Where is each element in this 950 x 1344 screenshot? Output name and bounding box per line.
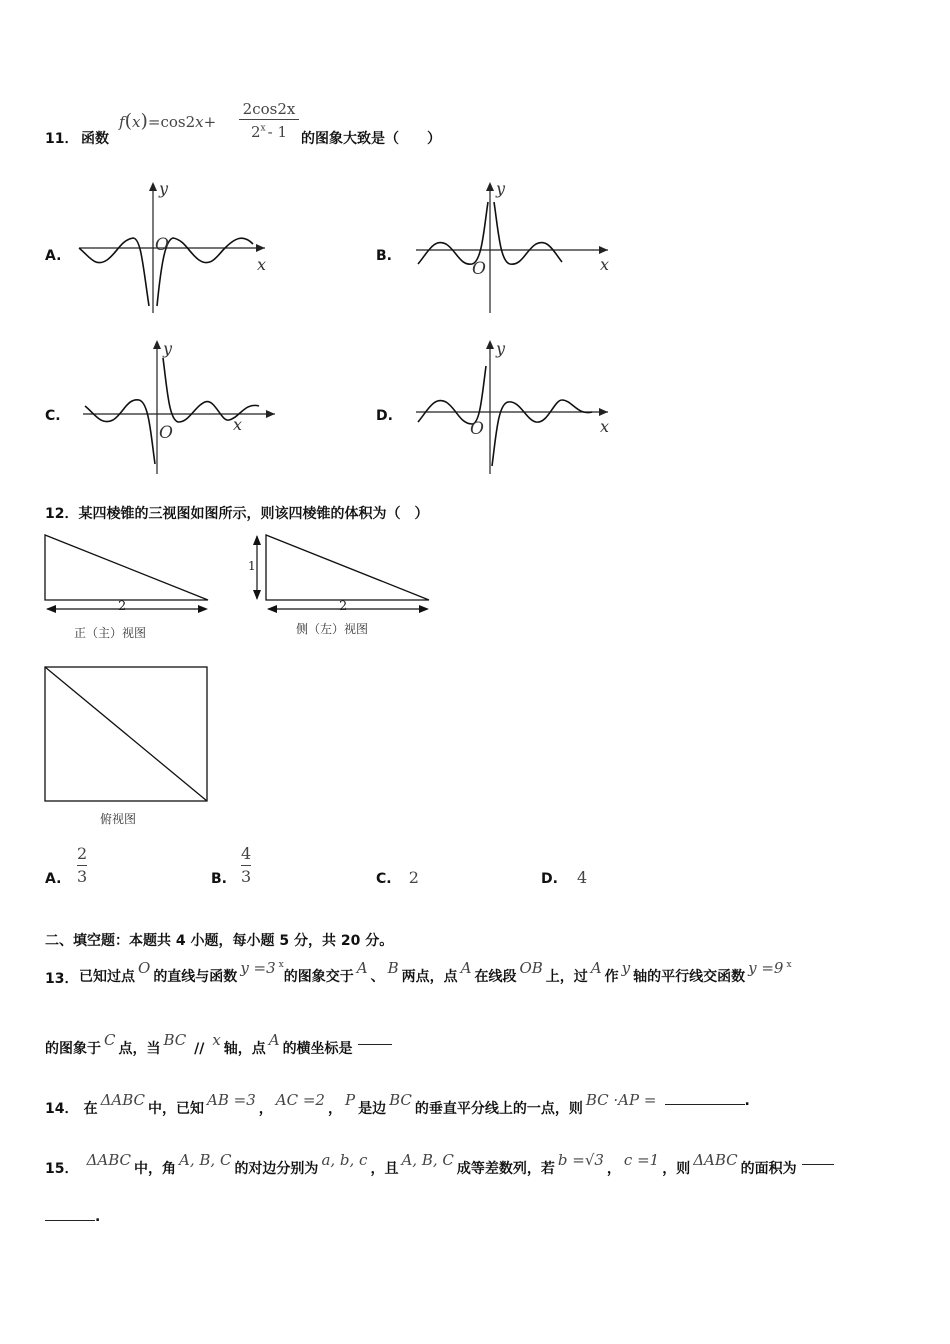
frac-denominator: 3 [241, 867, 252, 886]
text-run: // [189, 1041, 210, 1057]
q13-line2 [45, 1030, 392, 1060]
q11-option-a-graph [75, 178, 275, 318]
origin-label: O [159, 423, 173, 443]
math-run: x [212, 1031, 221, 1049]
q14-parts [83, 1090, 660, 1117]
math-run: ΔABC [693, 1151, 738, 1169]
text-run: 的对边分别为 [234, 1161, 319, 1177]
side-dim-arrow-left [267, 605, 277, 613]
q11-number: 11． [45, 131, 79, 147]
q11-lead: 函数 [81, 131, 109, 147]
q13-line1-parts [79, 958, 792, 986]
text-run: 上，过 [545, 969, 588, 985]
x-label: x [257, 255, 267, 274]
front-view-drawing [40, 530, 220, 625]
x-axis-arrow [256, 244, 265, 252]
front-triangle [45, 535, 208, 600]
math-run: ΔABC [86, 1151, 132, 1169]
math-run: BC [389, 1091, 412, 1109]
text-run: 成等差数列，若 [456, 1161, 555, 1177]
q12-choice-c-label: C. [376, 871, 392, 887]
text-run: ，且 [370, 1161, 399, 1177]
q12-choice-c-value: 2 [408, 868, 419, 887]
side-triangle [266, 535, 429, 600]
q11-option-a[interactable] [45, 178, 285, 318]
math-run: c =1 [623, 1151, 660, 1169]
section2-title: 二、填空题：本题共 4 小题，每小题 5 分，共 20 分。 [45, 933, 394, 949]
q11-frac-num: 2cos2x [242, 100, 296, 118]
top-diagonal [45, 667, 207, 801]
front-view-caption: 正（主）视图 [74, 626, 147, 640]
q15-end: . [95, 1209, 101, 1225]
side-view-caption: 侧（左）视图 [296, 622, 369, 636]
y-label: y [496, 339, 506, 358]
y-label: y [159, 179, 169, 198]
math-run: a, b, c [321, 1151, 368, 1169]
math-run: y =3 [240, 959, 276, 977]
q11-option-c-graph [79, 336, 289, 476]
text-run: ， [327, 1101, 342, 1117]
math-run: P [344, 1091, 356, 1109]
math-run: A [590, 959, 602, 977]
text-run: 点，当 [118, 1041, 161, 1057]
q11-option-a-label: A. [45, 248, 62, 264]
q15-parts [84, 1150, 797, 1177]
curve [85, 358, 259, 464]
text-run: 两点，点 [401, 969, 458, 985]
q14-end: . [744, 1093, 750, 1109]
text-run: 在线段 [474, 969, 517, 985]
x-axis-arrow [599, 246, 608, 254]
text-run: 中，已知 [148, 1101, 205, 1117]
q12-choice-b-label: B. [211, 871, 227, 887]
text-run: 是边 [358, 1101, 387, 1117]
math-run: A [268, 1031, 280, 1049]
text-run: ，则 [662, 1161, 691, 1177]
frac-numerator: 4 [241, 844, 252, 863]
q12-choice-b[interactable] [211, 845, 291, 895]
text-run: ， [258, 1101, 273, 1117]
q11-option-d-label: D. [376, 408, 393, 424]
text-run: 的图象交于 [283, 969, 354, 985]
q13-number: 13． [45, 971, 79, 987]
q11-frac-den-tail: - 1 [267, 123, 287, 141]
q12-choice-b-fraction [241, 845, 251, 886]
q11-option-b[interactable] [376, 178, 616, 318]
front-dim-arrow-right [198, 605, 208, 613]
q11-fraction [239, 100, 299, 141]
q15-line2 [45, 1206, 100, 1225]
text-run: 的图象于 [45, 1041, 101, 1057]
origin-label: O [472, 259, 486, 279]
side-dim-arrow-top [253, 535, 261, 545]
q15-line [45, 1150, 834, 1180]
text-run: ， [606, 1161, 621, 1177]
y-axis-arrow [486, 340, 494, 349]
x-label: x [600, 255, 610, 274]
curve [418, 366, 592, 466]
q13-line2-parts [45, 1030, 353, 1057]
q11-formula [119, 110, 216, 132]
frac-denominator: 3 [77, 867, 88, 886]
q11-x: x [131, 113, 141, 131]
top-view-drawing [40, 662, 220, 807]
text-run: 在 [83, 1101, 98, 1117]
math-run: OB [519, 959, 543, 977]
text-run: 轴的平行线交函数 [633, 969, 746, 985]
top-view-caption: 俯视图 [100, 812, 137, 826]
math-run: ΔABC [100, 1091, 146, 1109]
q11-frac-den-exp: x [260, 123, 266, 134]
x-label: x [233, 415, 243, 434]
q11-option-b-label: B. [376, 248, 392, 264]
side-view-drawing [246, 530, 446, 625]
x-axis-arrow [266, 410, 275, 418]
text-run: 轴，点 [223, 1041, 266, 1057]
math-run: A [460, 959, 472, 977]
q11-x2: x [195, 113, 204, 131]
q13-line1 [45, 958, 925, 988]
text-run: 作 [604, 969, 619, 985]
text-run: 的横坐标是 [282, 1041, 353, 1057]
math-run: BC ·AP = [585, 1091, 657, 1109]
math-run: O [138, 959, 151, 977]
q15-answer-blank-2[interactable] [45, 1206, 95, 1221]
math-run: A, B, C [401, 1151, 454, 1169]
frac-numerator: 2 [77, 844, 88, 863]
side-width-label: 2 [339, 599, 348, 614]
q12-top-view [40, 662, 220, 832]
q12-stem: 12．某四棱锥的三视图如图所示，则该四棱锥的体积为（ ） [45, 506, 429, 522]
x-axis-arrow [599, 408, 608, 416]
q14-answer-blank[interactable] [665, 1090, 745, 1105]
q11-option-d-graph [412, 336, 622, 476]
math-run: AB =3 [207, 1091, 256, 1109]
q12-choice-d[interactable] [541, 868, 587, 887]
q12-front-view [40, 530, 220, 645]
q11-frac-den-base: 2 [250, 123, 261, 141]
q11-tail: 的图象大致是（ ） [301, 131, 441, 147]
q11-option-c[interactable] [45, 336, 285, 476]
q12-choice-c[interactable] [376, 868, 419, 887]
side-dim-arrow-right [419, 605, 429, 613]
math-run: b =√3 [557, 1151, 604, 1169]
y-label: y [496, 179, 506, 198]
math-run: C [104, 1031, 116, 1049]
q11-option-b-graph [412, 178, 622, 318]
y-label: y [163, 339, 173, 358]
y-axis-arrow [153, 340, 161, 349]
y-axis-arrow [149, 182, 157, 191]
side-dim-arrow-bottom [253, 590, 261, 600]
origin-label: O [470, 419, 484, 439]
text-run: 的直线与函数 [153, 969, 238, 985]
x-label: x [600, 417, 610, 436]
q14-line [45, 1090, 750, 1120]
text-run: 已知过点 [79, 969, 135, 985]
q11-plus: + [203, 113, 217, 131]
q12-choice-d-value: 4 [577, 868, 588, 887]
origin-label: O [155, 235, 169, 255]
side-height-label: 1 [248, 559, 256, 573]
math-run: A, B, C [179, 1151, 232, 1169]
q12-choice-d-label: D. [541, 871, 558, 887]
q15-number: 15． [45, 1161, 79, 1177]
y-axis-arrow [486, 182, 494, 191]
math-superscript: x [786, 960, 792, 970]
q11-paren-close: ) [140, 110, 148, 132]
math-run: A [356, 959, 368, 977]
q12-side-view [246, 530, 446, 640]
q12-choice-a[interactable] [45, 845, 125, 895]
math-run: AC =2 [275, 1091, 325, 1109]
text-run: 的垂直平分线上的一点，则 [414, 1101, 583, 1117]
q14-number: 14． [45, 1101, 79, 1117]
q13-answer-blank[interactable] [358, 1030, 392, 1045]
q11-option-d[interactable] [376, 336, 616, 476]
q11-f: f [119, 113, 125, 131]
q11-eq-cos: =cos2 [147, 113, 196, 131]
math-run: y =9 [748, 959, 784, 977]
text-run: 中，角 [134, 1161, 177, 1177]
q11-option-c-label: C. [45, 408, 61, 424]
text-run: 、 [370, 969, 385, 985]
text-run: 的面积为 [740, 1161, 797, 1177]
q12-choice-a-fraction [77, 845, 87, 886]
math-run: BC [163, 1031, 187, 1049]
front-dim-arrow-left [46, 605, 56, 613]
math-superscript: x [278, 960, 284, 970]
q11-paren-open: ( [124, 110, 132, 132]
q15-answer-blank-1[interactable] [802, 1150, 834, 1165]
front-width-label: 2 [118, 599, 127, 614]
q12-choice-a-label: A. [45, 871, 62, 887]
math-run: y [621, 959, 631, 977]
math-run: B [387, 959, 399, 977]
